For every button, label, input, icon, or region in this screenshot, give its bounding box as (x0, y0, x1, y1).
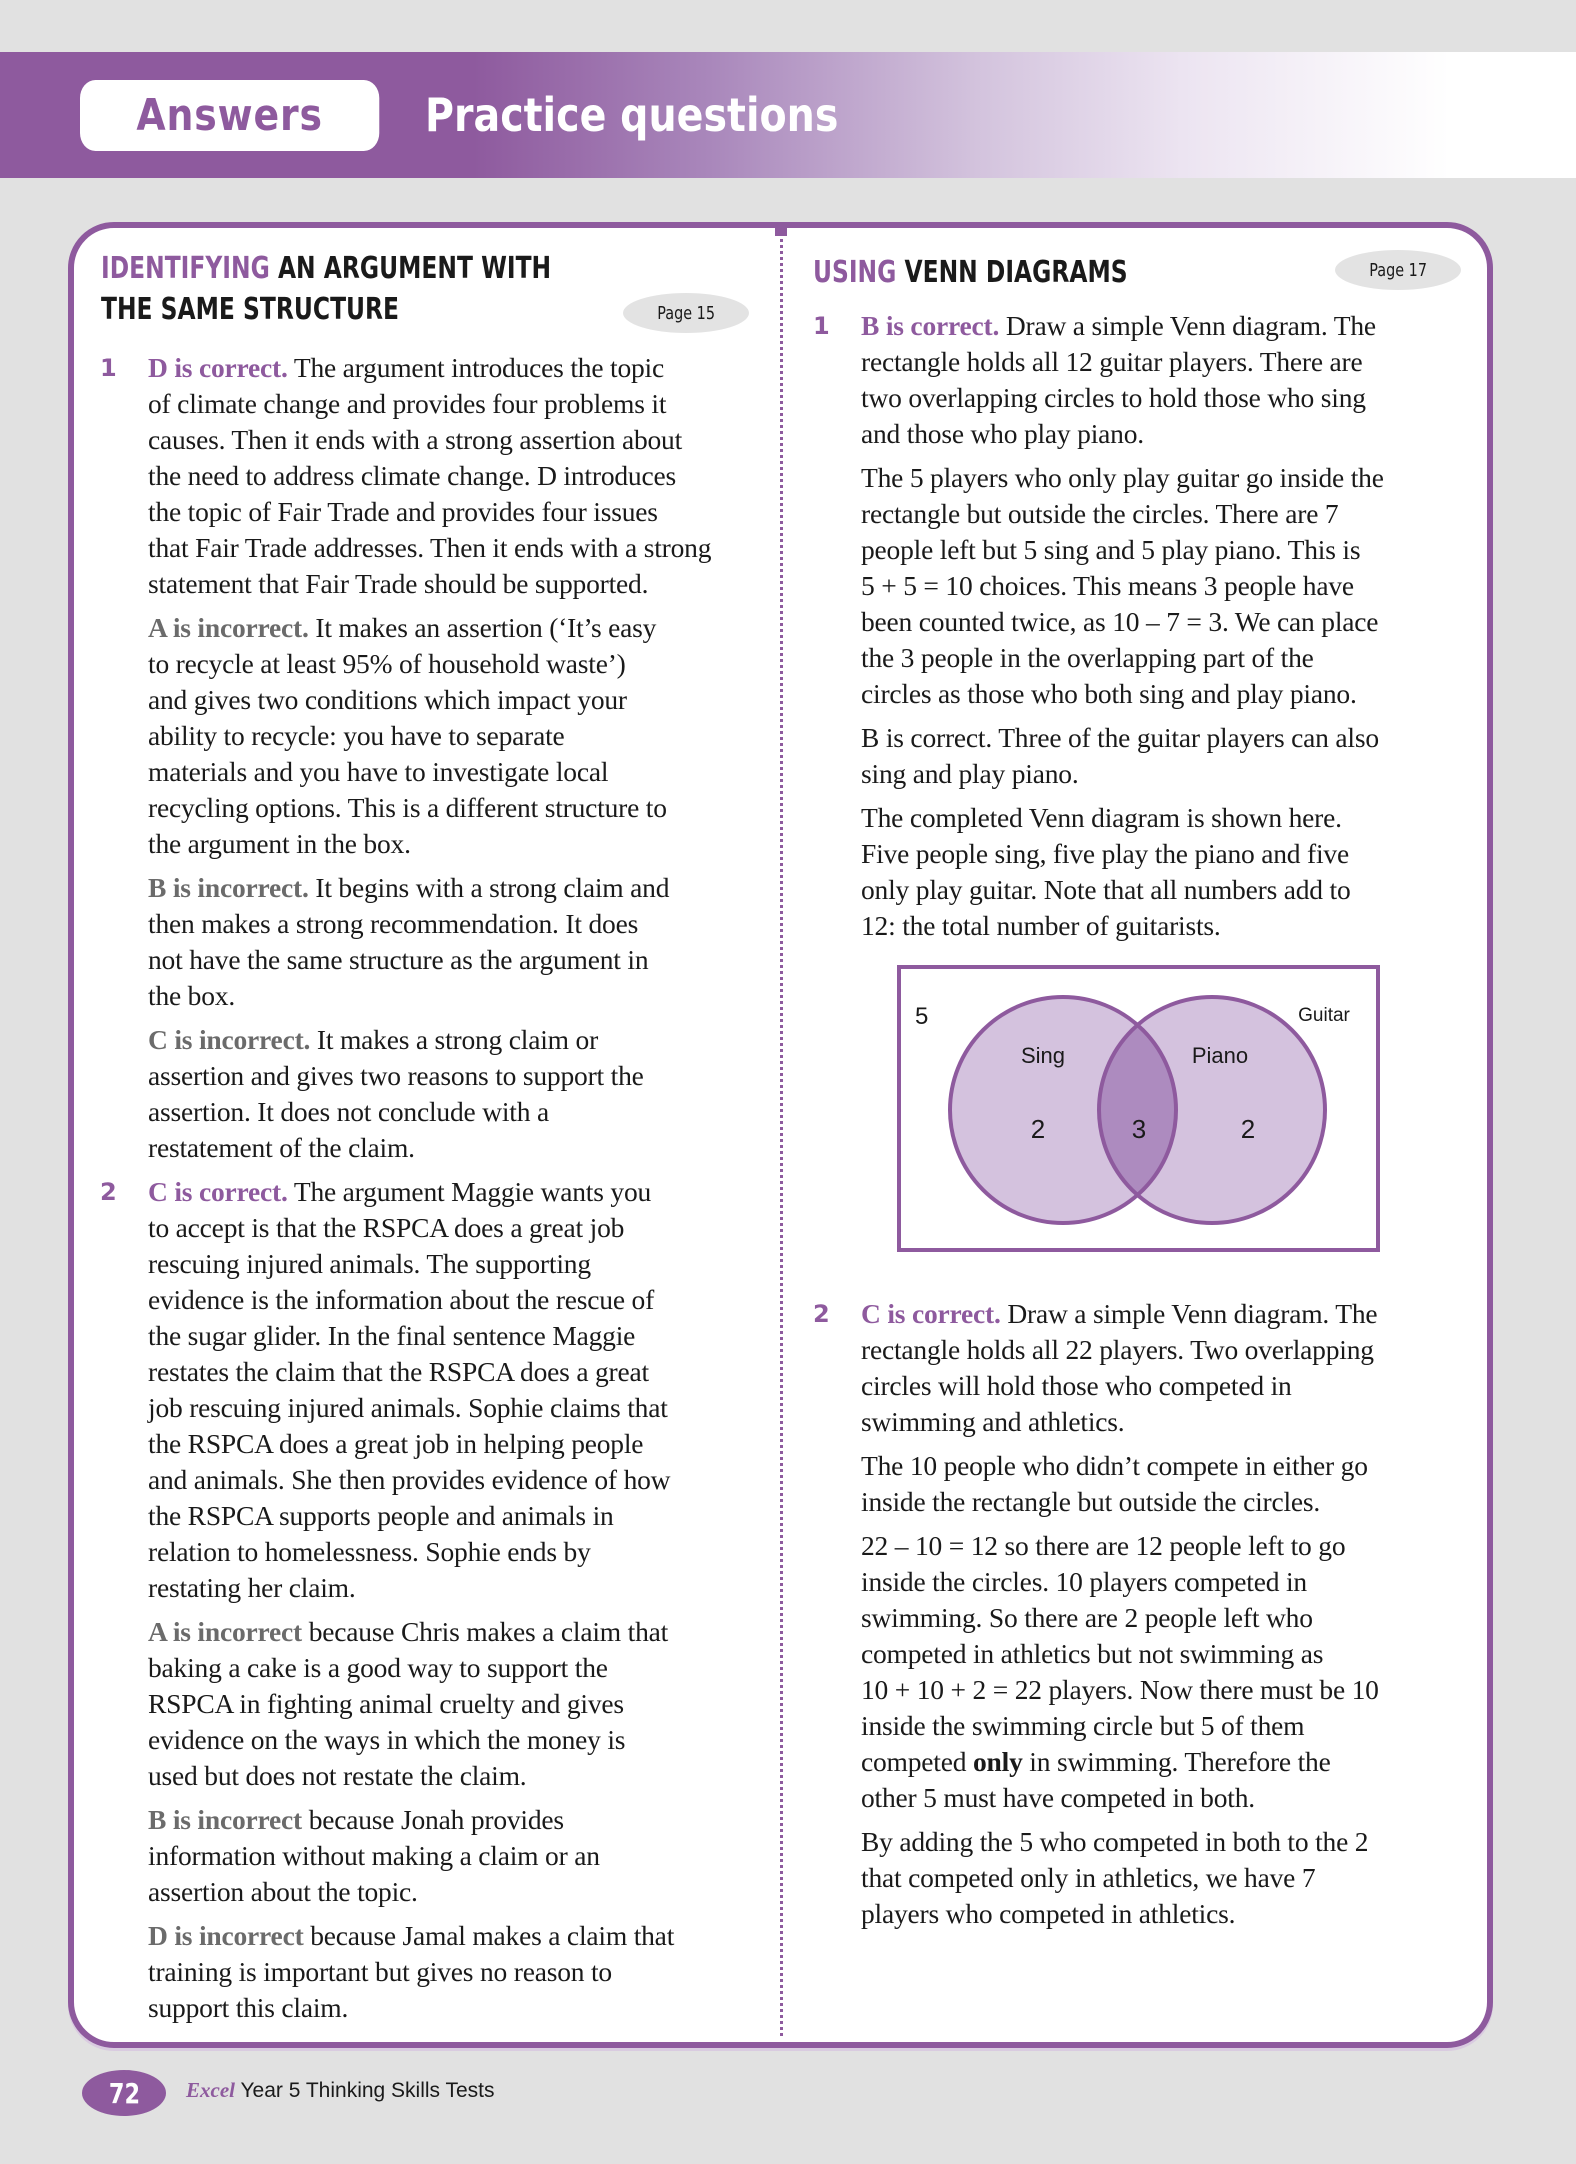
line-text: RSPCA in fighting animal cruelty and gives (148, 1688, 624, 1719)
answer-paragraph (148, 1022, 760, 1166)
text-line (861, 1528, 1473, 1564)
text-line (861, 872, 1473, 908)
left-title-line2: THE SAME STRUCTURE (101, 292, 400, 327)
line-text: the topic of Fair Trade and provides four issues (148, 496, 658, 527)
text-line (148, 1758, 760, 1794)
answer-paragraph (148, 1802, 760, 1910)
left-column-body (100, 350, 760, 2026)
text-line (861, 604, 1473, 640)
text-line (148, 942, 760, 978)
text-line (861, 308, 1473, 344)
text-line (148, 350, 760, 386)
text-line (148, 458, 760, 494)
text-line (148, 1130, 760, 1166)
text-line (148, 1802, 760, 1838)
text-line: other 5 must have competed in both. (861, 1782, 1255, 1813)
line-text: to recycle at least 95% of household waste’) (148, 648, 626, 679)
text-line (861, 756, 1473, 792)
text-line (861, 1636, 1473, 1672)
text-line (861, 1484, 1473, 1520)
text-line (148, 1246, 760, 1282)
line-text: restates the claim that the RSPCA does a great (148, 1356, 649, 1387)
line-text: The argument Maggie wants you (287, 1176, 652, 1207)
line-text: the argument in the box. (148, 828, 411, 859)
answer-paragraph (861, 460, 1473, 712)
question-body (861, 308, 1473, 944)
text-line (148, 754, 760, 790)
line-text: 12: the total number of guitarists. (861, 910, 1221, 941)
text-line (861, 568, 1473, 604)
line-text: two overlapping circles to hold those who sing (861, 382, 1366, 413)
text-line (861, 908, 1473, 944)
line-text: relation to homelessness. Sophie ends by (148, 1536, 591, 1567)
line-text: restating her claim. (148, 1572, 356, 1603)
line-text: competed (861, 1746, 973, 1777)
text-line (148, 1354, 760, 1390)
text-line (148, 1954, 760, 1990)
text-line (861, 1896, 1473, 1932)
text-line (861, 1368, 1473, 1404)
page-number-badge: 72 (82, 2070, 166, 2116)
text-line (148, 1570, 760, 1606)
line-text: assertion and gives two reasons to support the (148, 1060, 644, 1091)
line-text: causes. Then it ends with a strong assertion about (148, 424, 683, 455)
text-line (861, 1744, 1473, 1780)
text-line (148, 1722, 760, 1758)
line-text: inside the circles. 10 players competed in (861, 1566, 1307, 1597)
line-text: the sugar glider. In the final sentence Maggie (148, 1320, 636, 1351)
text-line (861, 1860, 1473, 1896)
answer-paragraph (148, 870, 760, 1014)
incorrect-label: D is incorrect (148, 1920, 304, 1951)
text-line (861, 344, 1473, 380)
text-line (861, 720, 1473, 756)
text-line (861, 1332, 1473, 1368)
page-ref-17: Page 17 (1335, 250, 1461, 290)
right-title-rest: VENN DIAGRAMS (896, 255, 1128, 290)
line-text: that Fair Trade addresses. Then it ends with a strong (148, 532, 712, 563)
text-line (148, 1534, 760, 1570)
answer-paragraph (861, 800, 1473, 944)
venn-outside-value: 5 (915, 1003, 929, 1030)
venn-universe-label: Guitar (1298, 1005, 1350, 1026)
line-text: been counted twice, as 10 – 7 = 3. We can place (861, 606, 1379, 637)
text-line (861, 836, 1473, 872)
text-line (861, 1824, 1473, 1860)
line-text: 22 – 10 = 12 so there are 12 people left to go (861, 1530, 1346, 1561)
text-line (148, 646, 760, 682)
correct-label: C is correct. (861, 1298, 1001, 1329)
line-text: It begins with a strong claim and (308, 872, 670, 903)
question-number: 1 (813, 312, 830, 340)
text-line (148, 718, 760, 754)
text-line (148, 1094, 760, 1130)
line-text: evidence is the information about the rescue of (148, 1284, 655, 1315)
answer-paragraph (861, 1528, 1473, 1816)
line-text: The completed Venn diagram is shown here. (861, 802, 1342, 833)
line-text: It makes an assertion (‘It’s easy (308, 612, 657, 643)
line-text: ability to recycle: you have to separate (148, 720, 565, 751)
incorrect-label: A is incorrect (148, 1616, 303, 1647)
line-text: only play guitar. Note that all numbers add to (861, 874, 1351, 905)
right-question-2 (813, 1296, 1473, 1932)
text-line (861, 1448, 1473, 1484)
line-text: used but does not restate the claim. (148, 1760, 527, 1791)
line-text: swimming. So there are 2 people left who (861, 1602, 1313, 1633)
line-text: training is important but gives no reason to (148, 1956, 612, 1987)
question-body (148, 350, 760, 1166)
answer-paragraph (148, 1918, 760, 2026)
venn-both: 3 (1131, 1114, 1147, 1144)
line-text: circles as those who both sing and play piano. (861, 678, 1357, 709)
answer-paragraph (861, 720, 1473, 792)
question (813, 308, 1473, 944)
correct-label: D is correct. (148, 352, 288, 383)
line-text: rectangle holds all 12 guitar players. There are (861, 346, 1363, 377)
line-text: in swimming. Therefore the (1022, 1746, 1331, 1777)
incorrect-label: B is incorrect (148, 1804, 303, 1835)
line-text: rectangle but outside the circles. There are 7 (861, 498, 1339, 529)
line-text: the 3 people in the overlapping part of the (861, 642, 1314, 673)
line-text: inside the swimming circle but 5 of them (861, 1710, 1305, 1741)
text-line (148, 1874, 760, 1910)
left-title-rest: AN ARGUMENT WITH (269, 251, 552, 286)
line-text: job rescuing injured animals. Sophie claims that (148, 1392, 668, 1423)
line-text: support this claim. (148, 1992, 349, 2023)
line-text: B is correct. Three of the guitar players can also (861, 722, 1379, 753)
incorrect-label: C is incorrect. (148, 1024, 311, 1055)
line-text: The 10 people who didn’t compete in either go (861, 1450, 1368, 1481)
venn-piano-label: Piano (1191, 1043, 1249, 1068)
text-line (148, 790, 760, 826)
text-line (861, 1404, 1473, 1440)
line-text: restatement of the claim. (148, 1132, 415, 1163)
text-line (148, 1498, 760, 1534)
question-number: 1 (100, 354, 117, 382)
question-body (861, 1296, 1473, 1932)
text-line (148, 1838, 760, 1874)
line-text: swimming and athletics. (861, 1406, 1125, 1437)
text-line (861, 416, 1473, 452)
line-text: to accept is that the RSPCA does a great job (148, 1212, 625, 1243)
text-line (148, 494, 760, 530)
text-line (148, 1614, 760, 1650)
line-text: By adding the 5 who competed in both to the 2 (861, 1826, 1369, 1857)
answer-paragraph (148, 350, 760, 602)
text-line (861, 676, 1473, 712)
question (100, 350, 760, 1166)
line-text: people left but 5 sing and 5 play piano. This is (861, 534, 1361, 565)
text-line (148, 1210, 760, 1246)
text-line (148, 1426, 760, 1462)
answers-badge (80, 80, 379, 151)
footer-book-title (186, 2078, 495, 2103)
line-text: because Jamal makes a claim that (303, 1920, 675, 1951)
text-line (148, 1022, 760, 1058)
venn-sing-label: Sing (1020, 1043, 1066, 1068)
question-number: 2 (813, 1300, 830, 1328)
left-section-title (101, 248, 551, 330)
answer-paragraph (861, 1448, 1473, 1520)
footer-brand: Excel (186, 2078, 235, 2102)
text-line (148, 530, 760, 566)
line-text: rectangle holds all 22 players. Two overlapping (861, 1334, 1374, 1365)
text-line (861, 1600, 1473, 1636)
line-text: sing and play piano. (861, 758, 1079, 789)
text-line (148, 978, 760, 1014)
text-line (148, 1462, 760, 1498)
line-text: that competed only in athletics, we have 7 (861, 1862, 1316, 1893)
text-line (148, 906, 760, 942)
line-text: It makes a strong claim or (310, 1024, 599, 1055)
answer-paragraph (148, 1614, 760, 1794)
column-divider (780, 228, 783, 2036)
venn-diagram (897, 965, 1380, 1252)
line-text: and animals. She then provides evidence of how (148, 1464, 671, 1495)
line-text: the RSPCA does a great job in helping people (148, 1428, 644, 1459)
line-text: The 5 players who only play guitar go inside the (861, 462, 1384, 493)
question (100, 1174, 760, 2026)
text-line (861, 1672, 1473, 1708)
text-line (148, 682, 760, 718)
line-text: and gives two conditions which impact your (148, 684, 627, 715)
line-text: recycling options. This is a different structure to (148, 792, 667, 823)
line-text: and those who play piano. (861, 418, 1144, 449)
left-title-accent: IDENTIFYING (101, 251, 270, 286)
venn-sing-only: 2 (1030, 1114, 1046, 1144)
line-text: materials and you have to investigate local (148, 756, 609, 787)
emphasis-only: only (972, 1746, 1023, 1777)
text-line (861, 640, 1473, 676)
text-line (861, 800, 1473, 836)
line-text: competed in athletics but not swimming as (861, 1638, 1324, 1669)
answer-paragraph (861, 308, 1473, 452)
line-text: players who competed in athletics. (861, 1898, 1236, 1929)
text-line (861, 532, 1473, 568)
column-divider-cap (775, 226, 787, 236)
answer-paragraph (861, 1824, 1473, 1932)
line-text: The argument introduces the topic (287, 352, 664, 383)
line-text: circles will hold those who competed in (861, 1370, 1292, 1401)
answer-paragraph (148, 1174, 760, 1606)
line-text: information without making a claim or an (148, 1840, 600, 1871)
line-text: statement that Fair Trade should be supported. (148, 568, 649, 599)
text-line (148, 610, 760, 646)
text-line (148, 566, 760, 602)
line-text: inside the rectangle but outside the circles. (861, 1486, 1321, 1517)
line-text: then makes a strong recommendation. It does (148, 908, 639, 939)
text-line (861, 1296, 1473, 1332)
page-ref-15: Page 15 (623, 293, 749, 333)
right-title-accent: USING (813, 255, 897, 290)
text-line (861, 496, 1473, 532)
text-line (861, 1564, 1473, 1600)
line-text: of climate change and provides four problems it (148, 388, 667, 419)
line-text: not have the same structure as the argument in (148, 944, 649, 975)
line-text: Draw a simple Venn diagram. The (999, 310, 1376, 341)
text-line (148, 1282, 760, 1318)
text-line (148, 1174, 760, 1210)
incorrect-label: B is incorrect. (148, 872, 309, 903)
incorrect-label: A is incorrect. (148, 612, 309, 643)
answers-badge-label: Answers (136, 90, 323, 141)
page-title: Practice questions (425, 88, 839, 142)
line-text: Draw a simple Venn diagram. The (1000, 1298, 1378, 1329)
text-line (148, 1390, 760, 1426)
line-text: the need to address climate change. D introduces (148, 460, 676, 491)
correct-label: C is correct. (148, 1176, 288, 1207)
text-line (861, 1708, 1473, 1744)
venn-piano-only: 2 (1240, 1114, 1256, 1144)
answer-paragraph (148, 610, 760, 862)
question (813, 1296, 1473, 1932)
text-line (148, 1990, 760, 2026)
question-number: 2 (100, 1178, 117, 1206)
answer-paragraph (861, 1296, 1473, 1440)
text-line (861, 380, 1473, 416)
right-section-title (813, 252, 1128, 293)
correct-label: B is correct. (861, 310, 1000, 341)
line-text: 5 + 5 = 10 choices. This means 3 people have (861, 570, 1354, 601)
line-text: the box. (148, 980, 235, 1011)
text-line (148, 826, 760, 862)
text-line (148, 1318, 760, 1354)
right-question-1 (813, 308, 1473, 944)
line-text: evidence on the ways in which the money is (148, 1724, 626, 1755)
question-body (148, 1174, 760, 2026)
line-text: because Chris makes a claim that (302, 1616, 669, 1647)
line-text: assertion. It does not conclude with a (148, 1096, 549, 1127)
text-line (148, 1918, 760, 1954)
text-line (148, 1650, 760, 1686)
line-text: because Jonah provides (302, 1804, 564, 1835)
line-text: assertion about the topic. (148, 1876, 418, 1907)
line-text: rescuing injured animals. The supporting (148, 1248, 591, 1279)
line-text: Five people sing, five play the piano and five (861, 838, 1349, 869)
text-line (148, 1686, 760, 1722)
footer-title: Year 5 Thinking Skills Tests (234, 2079, 495, 2102)
text-line (861, 460, 1473, 496)
text-line (148, 386, 760, 422)
line-text: the RSPCA supports people and animals in (148, 1500, 614, 1531)
text-line (148, 1058, 760, 1094)
text-line (148, 870, 760, 906)
text-line (148, 422, 760, 458)
line-text: baking a cake is a good way to support the (148, 1652, 608, 1683)
line-text: 10 + 10 + 2 = 22 players. Now there must be 10 (861, 1674, 1379, 1705)
